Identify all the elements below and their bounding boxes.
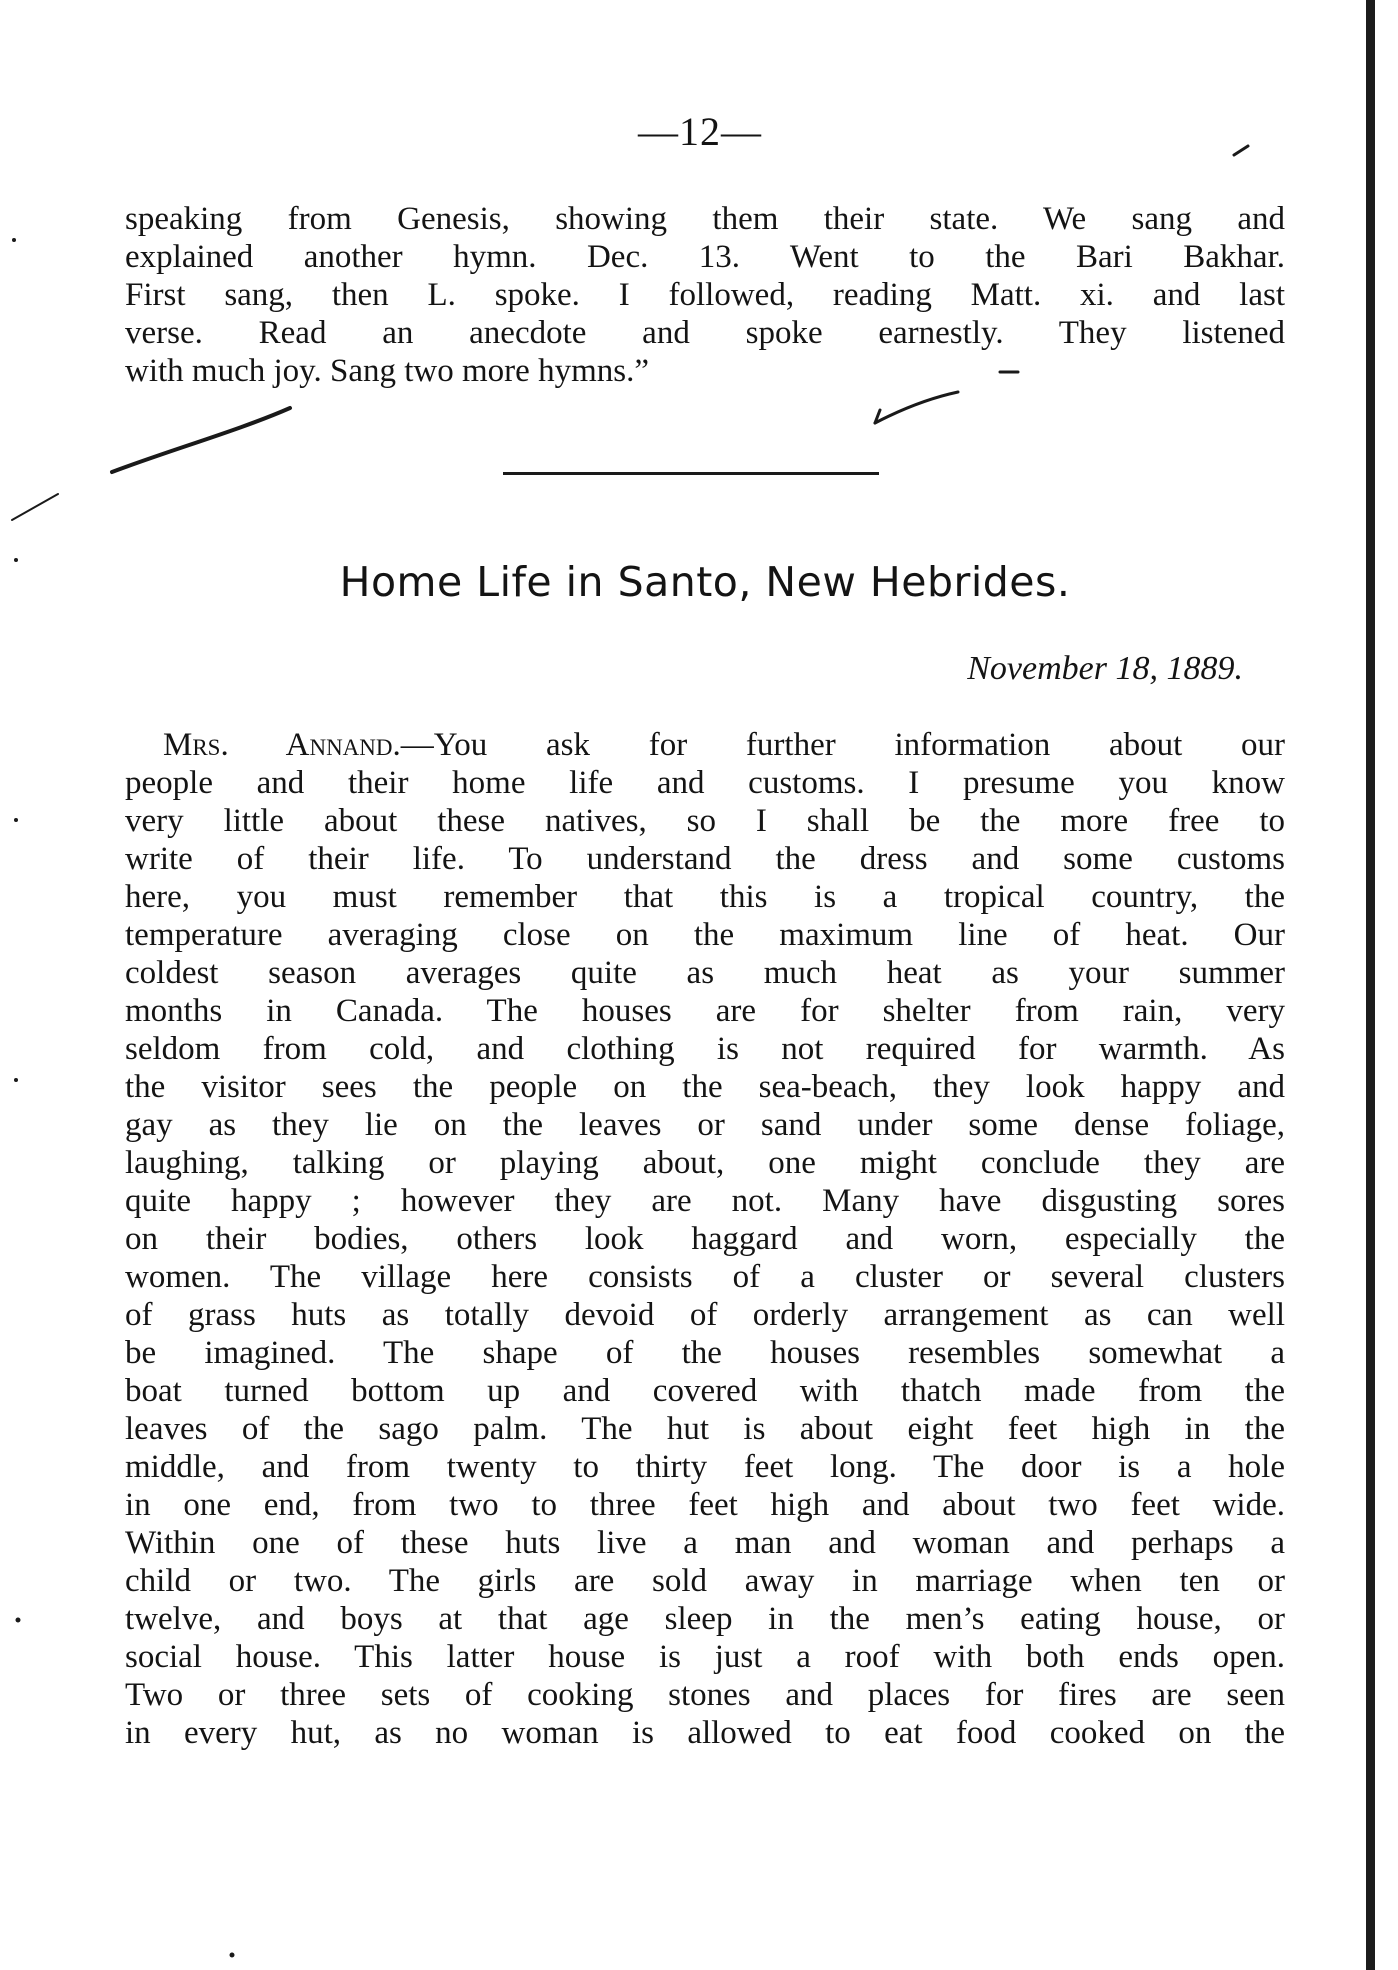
text-line: people and their home life and customs. I presume you know — [125, 765, 1285, 801]
text-line: explained another hymn. Dec. 13. Went to the Bari Bakhar. — [125, 239, 1285, 275]
text-line: of grass huts as totally devoid of orderly arrangement as can well — [125, 1297, 1285, 1333]
text-line: gay as they lie on the leaves or sand under some dense foliage, — [125, 1107, 1285, 1143]
text-line: child or two. The girls are sold away in marriage when ten or — [125, 1563, 1285, 1599]
letter-body — [125, 726, 1285, 1752]
text-line: be imagined. The shape of the houses resembles somewhat a — [125, 1335, 1285, 1371]
text-line: coldest season averages quite as much heat as your summer — [125, 955, 1285, 991]
text-line: verse. Read an anecdote and spoke earnestly. They listened — [125, 315, 1285, 351]
article-title: Home Life in Santo, New Hebrides. — [339, 558, 1071, 606]
text-line: write of their life. To understand the dress and some customs — [125, 841, 1285, 877]
section-divider — [503, 472, 879, 475]
continued-paragraph — [125, 200, 1285, 390]
em-dash: — — [400, 727, 434, 763]
text-line: in one end, from two to three feet high and about two feet wide. — [125, 1487, 1285, 1523]
text-line: months in Canada. The houses are for shelter from rain, very — [125, 993, 1285, 1029]
opening-text: You ask for further information about our — [433, 727, 1285, 763]
text-line: seldom from cold, and clothing is not required for warmth. As — [125, 1031, 1285, 1067]
article-date: November 18, 1889. — [967, 650, 1243, 687]
text-line: leaves of the sago palm. The hut is about eight feet high in the — [125, 1411, 1285, 1447]
text-line: laughing, talking or playing about, one might conclude they are — [125, 1145, 1285, 1181]
text-line: First sang, then L. spoke. I followed, reading Matt. xi. and last — [125, 277, 1285, 313]
text-line: in every hut, as no woman is allowed to eat food cooked on the — [125, 1715, 1285, 1751]
text-line: quite happy ; however they are not. Many have disgusting sores — [125, 1183, 1285, 1219]
text-line: speaking from Genesis, showing them their state. We sang and — [125, 201, 1285, 237]
text-line: very little about these natives, so I shall be the more free to — [125, 803, 1285, 839]
text-line: boat turned bottom up and covered with thatch made from the — [125, 1373, 1285, 1409]
text-line: here, you must remember that this is a tropical country, the — [125, 879, 1285, 915]
text-line: women. The village here consists of a cluster or several clusters — [125, 1259, 1285, 1295]
text-line: twelve, and boys at that age sleep in the men’s eating house, or — [125, 1601, 1285, 1637]
text-line: Within one of these huts live a man and woman and perhaps a — [125, 1525, 1285, 1561]
text-line: social house. This latter house is just a roof with both ends open. — [125, 1639, 1285, 1675]
author-name: Mrs. Annand. — [163, 727, 401, 763]
text-line-opening — [125, 726, 1285, 764]
text-line: Two or three sets of cooking stones and places for fires are seen — [125, 1677, 1285, 1713]
text-line: middle, and from twenty to thirty feet long. The door is a hole — [125, 1449, 1285, 1485]
text-line: with much joy. Sang two more hymns.” — [125, 353, 649, 389]
text-line: on their bodies, others look haggard and worn, especially the — [125, 1221, 1285, 1257]
text-line: temperature averaging close on the maximum line of heat. Our — [125, 917, 1285, 953]
page-number: —12— — [638, 109, 762, 154]
binding-edge — [1366, 0, 1375, 1970]
text-line: the visitor sees the people on the sea-beach, they look happy and — [125, 1069, 1285, 1105]
